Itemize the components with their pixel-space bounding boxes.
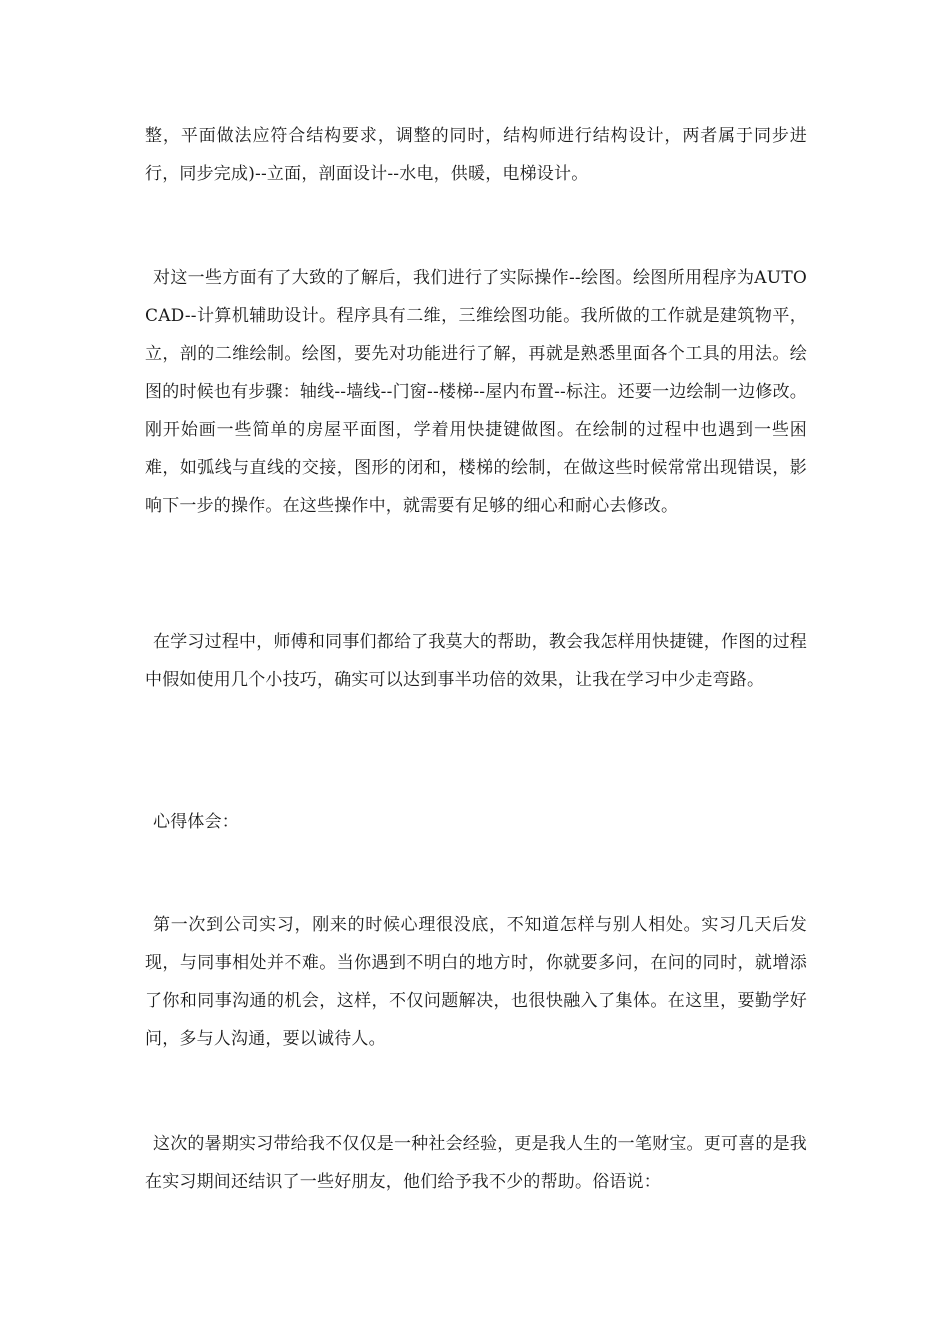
paragraph-first-internship: 第一次到公司实习，刚来的时候心理很没底，不知道怎样与别人相处。实习几天后发现，与同事相处并不难。当你遇到不明白的地方时，你就要多问，在问的同时，就增添了你和同事沟通的机会，这样，不仅问题解决，也很快融入了集体。在这里，要勤学好问，多与人沟通，要以诚待人。 bbox=[145, 915, 807, 1049]
paragraph-design-process: 整，平面做法应符合结构要求，调整的同时，结构师进行结构设计，两者属于同步进行，同步完成)--立面，剖面设计--水电，供暖，电梯设计。 bbox=[145, 126, 807, 184]
paragraph-summer-internship: 这次的暑期实习带给我不仅仅是一种社会经验，更是我人生的一笔财宝。更可喜的是我在实习期间还结识了一些好朋友，他们给予我不少的帮助。俗语说： bbox=[145, 1134, 807, 1192]
paragraph-colleague-help: 在学习过程中，师傅和同事们都给了我莫大的帮助，教会我怎样用快捷键，作图的过程中假如使用几个小技巧，确实可以达到事半功倍的效果，让我在学习中少走弯路。 bbox=[145, 632, 807, 690]
section-heading-experience: 心得体会： bbox=[153, 812, 239, 832]
paragraph-drawing-practice: 对这一些方面有了大致的了解后，我们进行了实际操作--绘图。绘图所用程序为AUTOCAD--计算机辅助设计。程序具有二维，三维绘图功能。我所做的工作就是建筑物平，立，剖的二维绘制。绘图，要先对功能进行了解，再就是熟悉里面各个工具的用法。绘图的时候也有步骤：轴线--墙线--门窗--楼梯--屋内布置--标注。还要一边绘制一边修改。刚开始画一些简单的房屋平面图，学着用快捷键做图。在绘制的过程中也遇到一些困难，如弧线与直线的交接，图形的闭和，楼梯的绘制，在做这些时候常常出现错误，影响下一步的操作。在这些操作中，就需要有足够的细心和耐心去修改。 bbox=[145, 268, 807, 516]
